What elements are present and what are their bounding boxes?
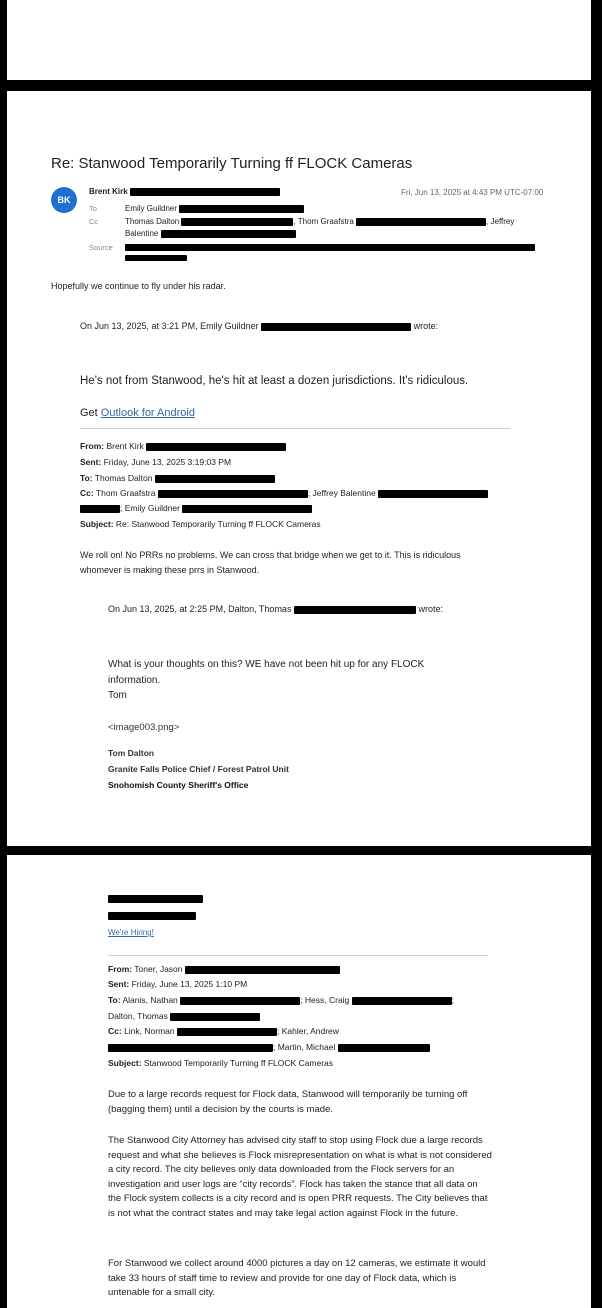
source-label: Source [89, 243, 113, 252]
divider [80, 428, 510, 429]
avatar: BK [51, 187, 77, 213]
header1-cc: Cc: Thom Graafstra ; Jeffrey Balentine [80, 488, 488, 498]
page-2 [7, 91, 591, 846]
header1-sent: Sent: Friday, June 13, 2025 3:19:03 PM [80, 457, 232, 467]
header2-to-line2: Dalton, Thomas [108, 1011, 260, 1021]
outlook-link[interactable]: Outlook for Android [100, 407, 195, 419]
signature-name: Tom Dalton [108, 748, 155, 758]
redaction [125, 244, 535, 251]
body-paragraph-1: Due to a large records request for Flock data, Stanwood will temporarily be turning off (bagging them) until a decision by the courts is made. [108, 1089, 468, 1115]
cc-recipients: Thomas Dalton , Thom Graafstra , Jeffrey [125, 217, 515, 226]
header1-from: From: Brent Kirk [80, 441, 286, 451]
header2-cc-line2: ; Martin, Michael [108, 1042, 430, 1052]
to-recipients: Emily Guildner [125, 204, 304, 213]
email-subject: Re: Stanwood Temporarily Turning ff FLOCK Cameras [51, 155, 413, 172]
header1-subject: Subject: Re: Stanwood Temporarily Turning ff FLOCK Cameras [80, 519, 321, 529]
email-date: Fri, Jun 13, 2025 at 4:43 PM UTC-07:00 [401, 188, 544, 197]
header1-cc-line2: ; Emily Guildner [80, 503, 312, 513]
header1-to: To: Thomas Dalton [80, 473, 275, 483]
message1-line1: We roll on! No PRRs no problems. We can cross that bridge when we get to it. This is ridiculous [80, 550, 461, 560]
header2-subject: Subject: Stanwood Temporarily Turning ff FLOCK Cameras [108, 1058, 334, 1068]
page-1 [7, 0, 591, 80]
quote1-text: He's not from Stanwood, he's hit at least a dozen jurisdictions. It's ridiculous. [80, 375, 469, 387]
cc-recipients-line2: Balentine [125, 229, 296, 238]
cc-label: Cc [89, 217, 99, 226]
header2-from: From: Toner, Jason [108, 964, 340, 974]
outlook-line: Get Outlook for Android [80, 407, 195, 419]
body-paragraph-3: For Stanwood we collect around 4000 pictures a day on 12 cameras, we estimate it would take 33 hours of staff time to review and provide for one day of Flock data, which is untenable for a small city. [108, 1258, 486, 1298]
quote2-line2: information. [108, 675, 161, 686]
quote2-line1: What is your thoughts on this? WE have not been hit up for any FLOCK [108, 659, 425, 670]
quote2-line3: Tom [108, 690, 127, 701]
hiring-link[interactable]: We're Hiring! [108, 928, 154, 937]
header2-cc: Cc: Link, Norman ; Kahler, Andrew [108, 1026, 339, 1036]
message1-line2: whomever is making these prrs in Stanwood. [80, 565, 260, 575]
signature-org: Snohomish County Sheriff's Office [108, 780, 249, 790]
image-reference: <image003.png> [108, 722, 180, 733]
quote2-attribution: On Jun 13, 2025, at 2:25 PM, Dalton, Thomas wrote: [108, 604, 443, 614]
page-3 [7, 855, 591, 1308]
quote1-attribution: On Jun 13, 2025, at 3:21 PM, Emily Guildner wrote: [80, 321, 439, 331]
redaction [108, 895, 203, 903]
sender-line: Brent Kirk [89, 187, 280, 196]
header2-sent: Sent: Friday, June 13, 2025 1:10 PM [108, 979, 248, 989]
header2-to: To: Alanis, Nathan ; Hess, Craig ; [108, 995, 455, 1005]
signature-title: Granite Falls Police Chief / Forest Patrol Unit [108, 764, 289, 774]
divider [108, 955, 488, 956]
body-paragraph-2: The Stanwood City Attorney has advised city staff to stop using Flock due a large records request and what she believes is Flock misrepresentation on what is what is not considered a city record. The city believes only data downloaded from the Flock servers for an investigation and user logs are “city records”. Flock has taken the stance that all data on the Flock system collects is a city record and is open PRR requests. The City believes that is not what the contract states and may take legal action against Flock in the future. [108, 1135, 492, 1219]
to-label: To [89, 204, 97, 213]
redaction [108, 912, 196, 920]
redaction [125, 255, 187, 261]
reply-text: Hopefully we continue to fly under his radar. [51, 281, 226, 291]
